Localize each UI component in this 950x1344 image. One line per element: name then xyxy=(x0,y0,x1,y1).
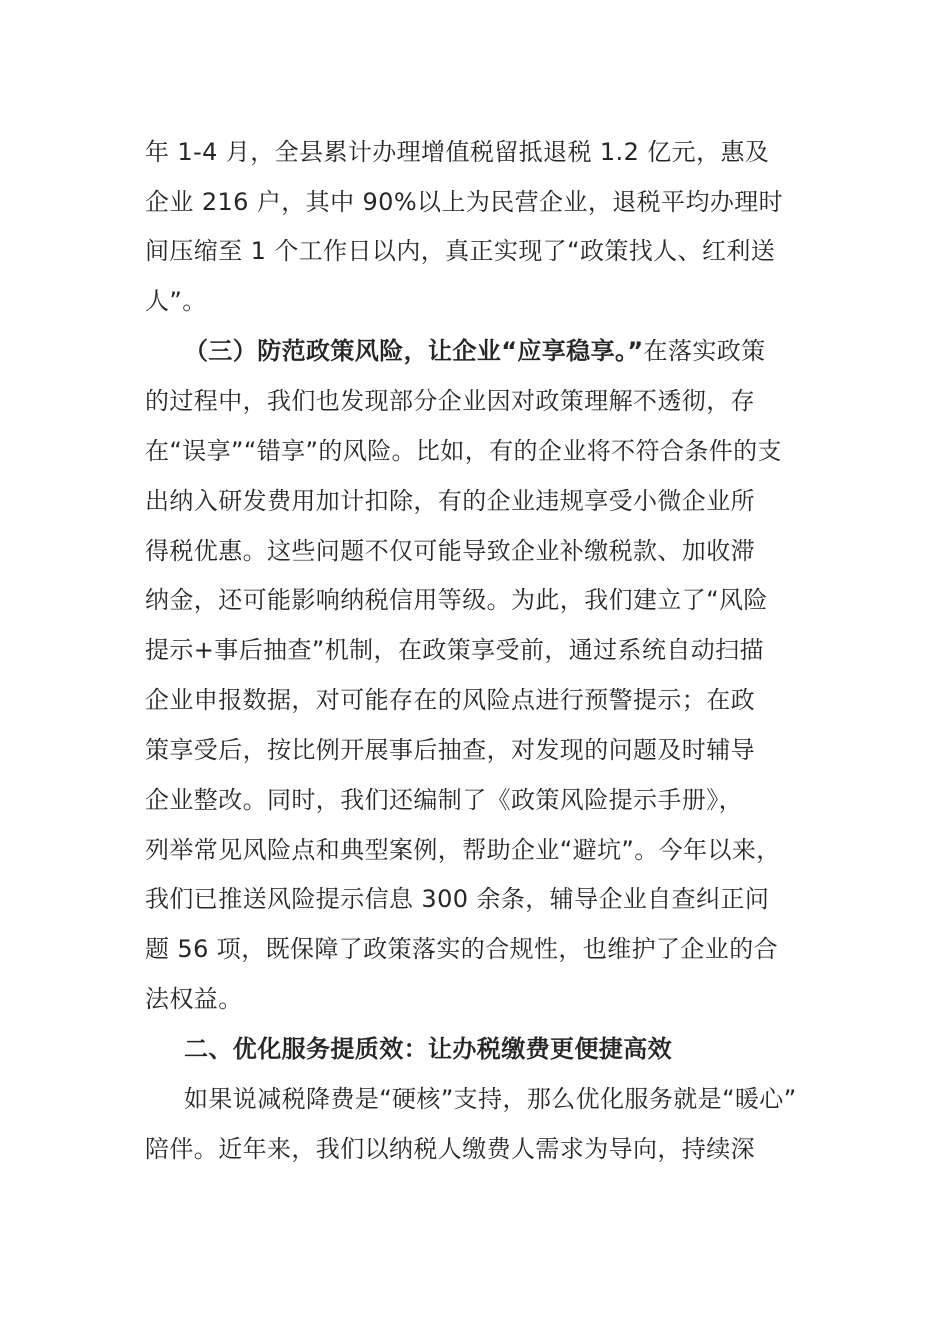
paragraph-line: 企业申报数据，对可能存在的风险点进行预警提示；在政 xyxy=(145,686,755,714)
paragraph-line: 企业 216 户，其中 90%以上为民营企业，退税平均办理时 xyxy=(145,188,784,216)
paragraph-line: 我们已推送风险提示信息 300 余条，辅导企业自查纠正问 xyxy=(145,885,770,913)
paragraph-line: 人”。 xyxy=(145,287,207,315)
paragraph-line: 如果说减税降费是“硬核”支持，那么优化服务就是“暖心” xyxy=(184,1085,797,1113)
paragraph-line: 策享受后，按比例开展事后抽查，对发现的问题及时辅导 xyxy=(145,736,755,764)
paragraph-line: 提示+事后抽查”机制，在政策享受前，通过系统自动扫描 xyxy=(145,636,764,664)
paragraph-line: 陪伴。近年来，我们以纳税人缴费人需求为导向，持续深 xyxy=(145,1135,755,1163)
subsection-first-line xyxy=(184,335,766,367)
paragraph-line: 得税优惠。这些问题不仅可能导致企业补缴税款、加收滞 xyxy=(145,537,755,565)
subsection-title: （三）防范政策风险，让企业“应享稳享。” xyxy=(184,337,644,365)
paragraph-line: 的过程中，我们也发现部分企业因对政策理解不透彻，存 xyxy=(145,387,755,415)
paragraph-line: 列举常见风险点和典型案例，帮助企业“避坑”。今年以来， xyxy=(145,836,781,864)
subsection-text: 在落实政策 xyxy=(643,337,766,365)
paragraph-line: 纳金，还可能影响纳税信用等级。为此，我们建立了“风险 xyxy=(145,586,768,614)
paragraph-line: 题 56 项，既保障了政策落实的合规性，也维护了企业的合 xyxy=(145,935,778,963)
section-heading: 二、优化服务提质效：让办税缴费更便捷高效 xyxy=(184,1035,672,1063)
paragraph-line: 出纳入研发费用加计扣除，有的企业违规享受小微企业所 xyxy=(145,487,755,515)
paragraph-line: 在“误享”“错享”的风险。比如，有的企业将不符合条件的支 xyxy=(145,437,782,465)
paragraph-line: 企业整改。同时，我们还编制了《政策风险提示手册》， xyxy=(145,786,743,814)
paragraph-line: 年 1-4 月，全县累计办理增值税留抵退税 1.2 亿元，惠及 xyxy=(145,138,770,166)
paragraph-line: 间压缩至 1 个工作日以内，真正实现了“政策找人、红利送 xyxy=(145,237,776,265)
paragraph-line: 法权益。 xyxy=(145,985,243,1013)
